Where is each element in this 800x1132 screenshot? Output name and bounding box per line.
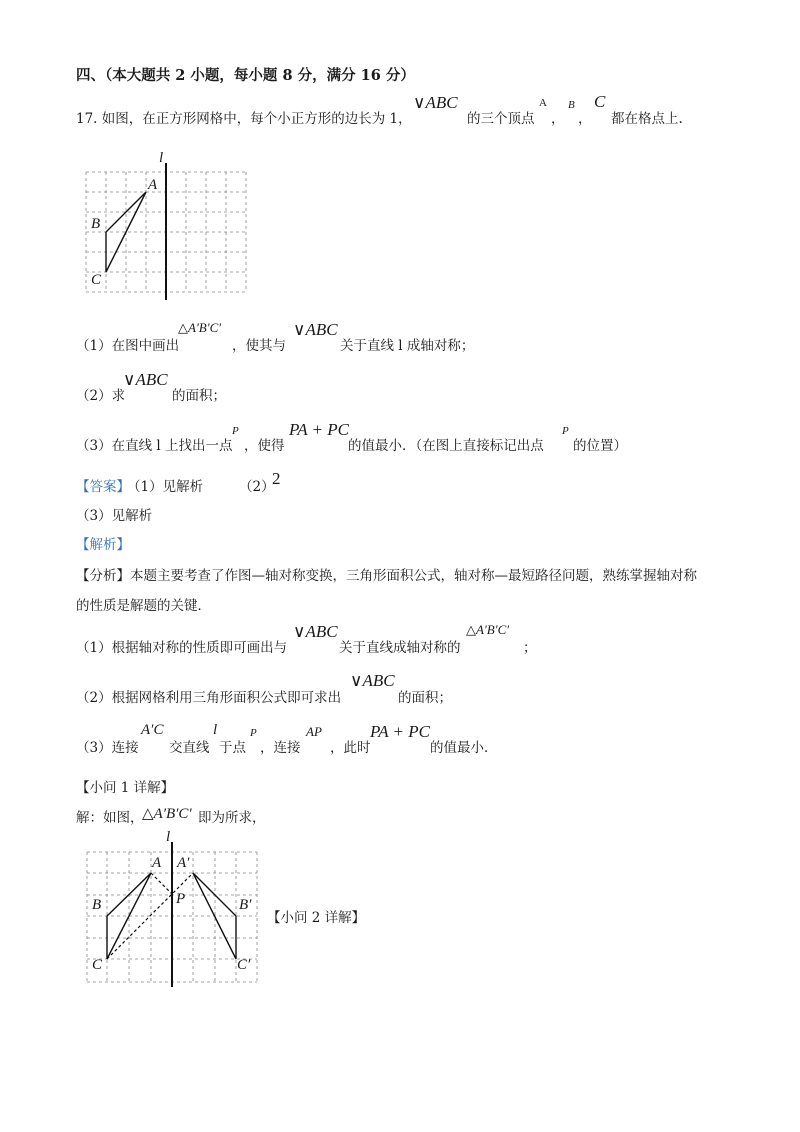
comma: ， bbox=[551, 111, 565, 127]
detail-1-solution-prefix: 解：如图， bbox=[76, 810, 144, 826]
answer-3: （3）见解析 bbox=[76, 508, 153, 524]
question-3-point-p: P bbox=[232, 425, 239, 437]
question-2-tail: 的面积； bbox=[172, 388, 226, 404]
detail-1-solution-tail: 即为所求， bbox=[198, 810, 266, 826]
problem-intro: 17. 如图，在正方形网格中，每个小正方形的边长为 1， bbox=[76, 111, 412, 127]
question-1-prefix: （1）在图中画出 bbox=[76, 338, 180, 354]
detail-1-heading: 【小问 1 详解】 bbox=[76, 780, 175, 796]
answer-tag: 【答案】 bbox=[76, 479, 130, 495]
analysis-tag: 【解析】 bbox=[76, 537, 130, 553]
question-1-triangle: △A′B′C′ bbox=[178, 320, 222, 335]
question-3-point-p-2: P bbox=[562, 425, 569, 437]
triangle-abc-label: ∨ABC bbox=[413, 93, 458, 112]
fig2-label-b: B bbox=[92, 897, 102, 913]
question-1-mid: ，使其与 bbox=[232, 338, 286, 354]
vertex-a-label: A bbox=[539, 97, 547, 109]
fig2-label-b-prime: B′ bbox=[239, 897, 252, 913]
comma: ， bbox=[578, 111, 592, 127]
question-3-mid: ，使得 bbox=[244, 438, 285, 454]
answer-2-prefix: （2） bbox=[239, 479, 275, 495]
analysis-step-3-mid-1: 交直线 bbox=[169, 740, 210, 756]
fig2-label-c-prime: C′ bbox=[237, 957, 251, 973]
problem-vertices-text: 的三个顶点 bbox=[467, 111, 535, 127]
analysis-step-3-segment: A′C bbox=[141, 722, 164, 738]
fig2-label-a: A bbox=[152, 855, 162, 871]
analysis-step-1-triangle: ∨ABC bbox=[293, 622, 338, 641]
analysis-summary-line-2: 的性质是解题的关键． bbox=[76, 598, 211, 614]
fig2-label-c: C bbox=[92, 957, 103, 973]
question-2-prefix: （2）求 bbox=[76, 388, 126, 404]
fig2-label-p: P bbox=[176, 891, 186, 907]
problem-tail: 都在格点上. bbox=[611, 111, 683, 127]
question-1-triangle-abc: ∨ABC bbox=[293, 320, 338, 339]
analysis-step-1-mid: 关于直线成轴对称的 bbox=[339, 640, 461, 656]
fig1-label-a: A bbox=[148, 177, 158, 193]
segment-ap bbox=[151, 873, 172, 894]
analysis-step-3-mid-2: 于点 bbox=[219, 740, 246, 756]
detail-2-heading: 【小问 2 详解】 bbox=[267, 910, 366, 926]
analysis-step-3-mid-3: ，连接 bbox=[260, 740, 301, 756]
analysis-step-3-tail: 的值最小． bbox=[430, 740, 498, 756]
answer-1: （1）见解析 bbox=[127, 479, 204, 495]
analysis-step-3-point-p: P bbox=[250, 727, 257, 739]
question-1-tail: 关于直线 l 成轴对称； bbox=[340, 338, 475, 354]
analysis-step-3-segment-ap: AP bbox=[306, 724, 322, 739]
question-3-prefix: （3）在直线 l 上找出一点 bbox=[76, 438, 233, 454]
analysis-step-3-mid-4: ，此时 bbox=[330, 740, 371, 756]
fig2-label-l: l bbox=[166, 829, 171, 845]
analysis-summary-line-1: 【分析】本题主要考查了作图—轴对称变换，三角形面积公式，轴对称—最短路径问题，熟练掌握轴对称 bbox=[76, 568, 697, 584]
triangle-a-b-c-prime bbox=[193, 873, 236, 959]
fig1-label-l: l bbox=[159, 150, 164, 166]
question-3-expression: PA + PC bbox=[289, 420, 349, 439]
analysis-step-3-line-l: l bbox=[213, 722, 218, 738]
detail-1-triangle: △A′B′C′ bbox=[142, 806, 192, 822]
question-3-tail-1: 的值最小．（在图上直接标记出点 bbox=[348, 438, 544, 454]
analysis-step-1-prefix: （1）根据轴对称的性质即可画出与 bbox=[76, 640, 288, 656]
analysis-step-3-prefix: （3）连接 bbox=[76, 740, 139, 756]
analysis-step-2-triangle: ∨ABC bbox=[350, 671, 395, 690]
answer-2-value: 2 bbox=[272, 469, 281, 488]
analysis-step-2-tail: 的面积； bbox=[398, 690, 452, 706]
fig1-label-c: C bbox=[91, 272, 102, 288]
section-title: 四、（本大题共 2 小题，每小题 8 分，满分 16 分） bbox=[76, 67, 415, 84]
semicolon: ； bbox=[523, 640, 537, 656]
analysis-step-1-triangle-2: △A′B′C′ bbox=[466, 622, 510, 637]
analysis-step-2-prefix: （2）根据网格利用三角形面积公式即可求出 bbox=[76, 690, 342, 706]
vertex-b-label: B bbox=[568, 99, 575, 111]
vertex-c-label: C bbox=[594, 92, 606, 111]
question-3-tail-2: 的位置） bbox=[573, 438, 627, 454]
question-2-triangle: ∨ABC bbox=[123, 370, 168, 389]
analysis-step-3-expression: PA + PC bbox=[370, 722, 430, 741]
fig1-label-b: B bbox=[91, 216, 101, 232]
fig2-label-a-prime: A′ bbox=[177, 855, 190, 871]
